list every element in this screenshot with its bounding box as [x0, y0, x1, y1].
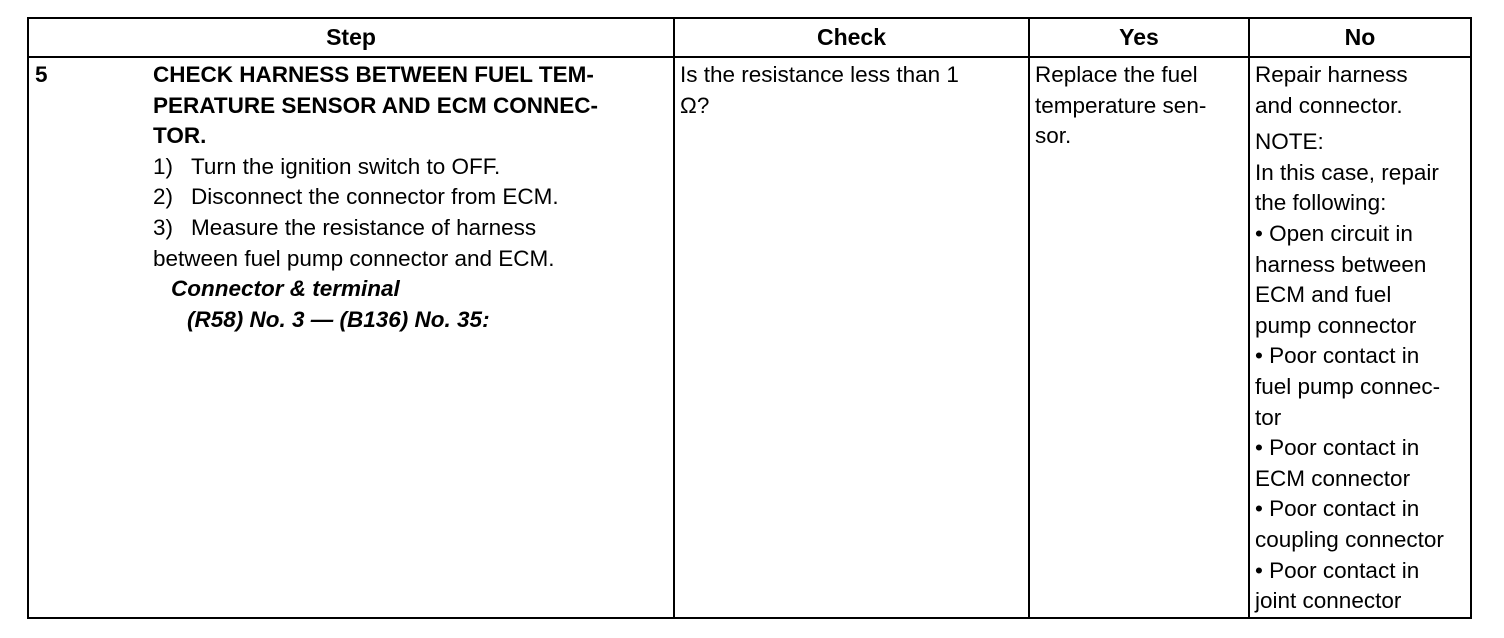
no-text-line: Repair harness	[1255, 62, 1408, 87]
procedure-step	[153, 213, 669, 244]
note-bullet: • Poor contact in	[1255, 435, 1420, 461]
note-line: pump connector	[1255, 312, 1417, 338]
note-bullet: • Open circuit in	[1255, 220, 1413, 246]
note-line: tor	[1255, 404, 1282, 430]
yes-text-line: temperature sen-	[1035, 92, 1207, 118]
header-check: Check	[674, 18, 1029, 57]
note-line: fuel pump connec-	[1255, 373, 1441, 399]
procedure-step-text: Disconnect the connector from ECM.	[191, 184, 559, 210]
header-no: No	[1249, 18, 1471, 57]
diagnostic-table	[27, 17, 1472, 619]
check-cell	[674, 57, 1029, 618]
procedure-step-number: 1)	[153, 153, 174, 179]
note-bullet: • Poor contact in	[1255, 496, 1420, 522]
no-text-line: and connector.	[1255, 92, 1403, 118]
yes-text-line: sor.	[1035, 123, 1072, 149]
procedure-step-text: Measure the resistance of harness	[191, 214, 537, 240]
step-cell	[28, 57, 674, 618]
connector-value: (R58) No. 3 — (B136) No. 35:	[187, 306, 490, 332]
header-row	[28, 18, 1471, 57]
header-step: Step	[28, 18, 674, 57]
step-title-line: CHECK HARNESS BETWEEN FUEL TEM-	[153, 62, 594, 87]
yes-cell	[1029, 57, 1249, 618]
step-title-line: PERATURE SENSOR AND ECM CONNEC-	[153, 92, 599, 118]
note-line: ECM and fuel	[1255, 282, 1392, 308]
procedure-step-text: Turn the ignition switch to OFF.	[191, 153, 501, 179]
table-row	[28, 57, 1471, 618]
procedure-step	[153, 152, 669, 183]
note-line: joint connector	[1255, 588, 1402, 614]
check-text-line: Is the resistance less than 1	[680, 62, 959, 87]
note-line: the following:	[1255, 190, 1387, 216]
check-text-line: Ω?	[680, 92, 710, 118]
procedure-step-continuation: between fuel pump connector and ECM.	[153, 245, 555, 271]
note-line: coupling connector	[1255, 526, 1444, 552]
step-title	[153, 60, 669, 152]
note-label: NOTE:	[1255, 129, 1324, 155]
note-line: harness between	[1255, 251, 1427, 277]
note-line: ECM connector	[1255, 465, 1411, 491]
step-title-line: TOR.	[153, 123, 207, 149]
procedure-step-number: 3)	[153, 214, 174, 240]
yes-text-line: Replace the fuel	[1035, 62, 1198, 87]
step-number: 5	[35, 62, 48, 87]
note-line: In this case, repair	[1255, 159, 1439, 185]
no-cell	[1249, 57, 1471, 618]
connector-label: Connector & terminal	[171, 276, 400, 302]
procedure-step	[153, 182, 669, 213]
procedure-step-number: 2)	[153, 184, 174, 210]
note-bullet: • Poor contact in	[1255, 557, 1420, 583]
note-bullet: • Poor contact in	[1255, 343, 1420, 369]
header-yes: Yes	[1029, 18, 1249, 57]
